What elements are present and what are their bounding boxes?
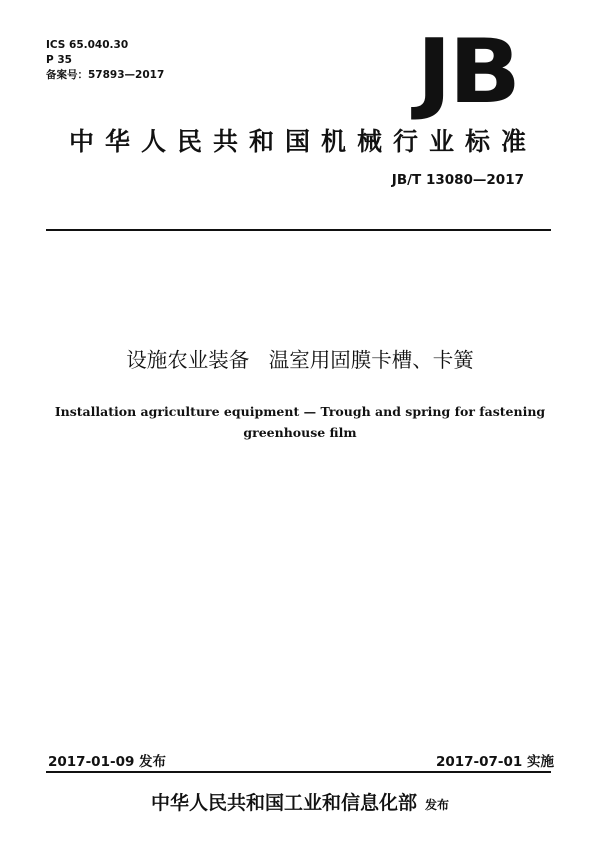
ccs-code: P 35 [46,54,72,66]
title-en-line-1: Installation agriculture equipment — Trough and spring for fastening [54,404,546,419]
implement-date: 2017-07-01 实施 [435,754,554,770]
publisher-name: 中华人民共和国工业和信息化部 [150,792,417,814]
publisher-suffix: 发布 [425,798,450,812]
ics-code: ICS 65.040.30 [46,39,129,51]
record-number: 备案号：57893—2017 [46,69,165,81]
standard-title: 中华人民共和国机械行业标准 [68,127,537,156]
jb-logo: JB [416,20,518,123]
header-divider [46,229,551,231]
title-en-line-2: greenhouse film [243,425,357,440]
document-title-cn: 设施农业装备 温室用固膜卡槽、卡簧 [126,348,474,372]
footer-divider [46,771,551,773]
issue-date: 2017-01-09 发布 [48,754,167,770]
publisher-line [0,788,600,815]
standard-code: JB/T 13080—2017 [391,172,524,188]
document-title-en [40,401,560,443]
